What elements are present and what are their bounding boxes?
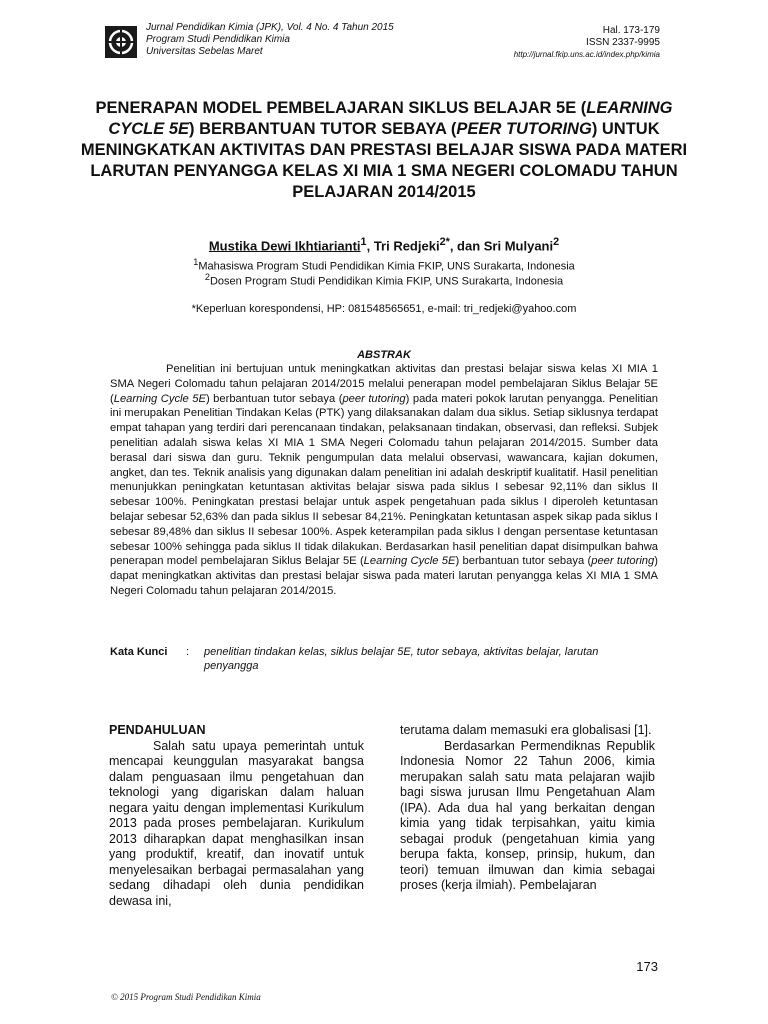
author-list: Mustika Dewi Ikhtiarianti$^1$, Tri Redjeki$^{2*}$, dan Sri Mulyani$^2$: [208, 236, 560, 254]
journal-header: [105, 22, 660, 64]
body-paragraph: Berdasarkan Permendiknas Republik Indonesia Nomor 22 Tahun 2006, kimia merupakan salah satu mata pelajaran wajib bagi siswa jurusan Ilmu Pengetahuan Alam (IPA). Ada dua hal yang berkaitan dengan kimia yang tidak terpisahkan, yaitu kimia sebagai produk (pengetahuan kimia yang berupa fakta, konsep, prinsip, hukum, dan teori) temuan ilmuwan dan kimia sebagai proses (kerja ilmiah). Pembelajaran: [400, 738, 655, 892]
body-column-right: [400, 723, 655, 894]
affiliation: $^2$Dosen Program Studi Pendidikan Kimia FKIP, UNS Surakarta, Indonesia: [204, 272, 564, 288]
journal-url[interactable]: http://jurnal.fkip.uns.ac.id/index.php/kimia: [513, 50, 660, 59]
author-name: Tri Redjeki: [373, 238, 440, 254]
issn: ISSN 2337-9995: [586, 37, 660, 48]
journal-info: [146, 22, 394, 58]
keywords-text: penelitian tindakan kelas, siklus belajar 5E, tutor sebaya, aktivitas belajar, larutan penyangga: [204, 646, 599, 672]
correspondence: *Keperluan korespondensi, HP: 081548565651, e-mail: tri_redjeki@yahoo.com: [191, 303, 577, 315]
keywords-label: Kata Kunci: [110, 646, 168, 658]
page-range: Hal. 173-179: [602, 25, 660, 36]
affiliation: $^1$Mahasiswa Program Studi Pendidikan Kimia FKIP, UNS Surakarta, Indonesia: [193, 257, 575, 273]
body-paragraph: Salah satu upaya pemerintah untuk mencapai keunggulan masyarakat bangsa dalam penguasaan ilmu pengetahuan dan teknologi yang digariskan dalam haluan negara yaitu dengan implementasi Kurikulum 2013 pada proses pembelajaran. Kurikulum 2013 diharapkan dapat menghasilkan insan yang produktif, kreatif, dan inovatif untuk menyelesaikan berbagai permasalahan yang sedang dihadapi oleh dunia pendidikan dewasa ini,: [109, 738, 364, 908]
copyright: © 2015 Program Studi Pendidikan Kimia: [111, 992, 261, 1002]
uns-logo-icon: [105, 26, 137, 58]
journal-name: Jurnal Pendidikan Kimia (JPK), Vol. 4 No. 4 Tahun 2015: [146, 22, 394, 33]
abstract-heading: ABSTRAK: [357, 349, 411, 361]
paper-title: PENERAPAN MODEL PEMBELAJARAN SIKLUS BELAJAR 5E (LEARNING CYCLE 5E) BERBANTUAN TUTOR SEBAYA (PEER TUTORING) UNTUK MENINGKATKAN AKTIVITAS DAN PRESTASI BELAJAR SISWA PADA MATERI LARUTAN PENYANGGA KELAS XI MIA 1 SMA NEGERI COLOMADU TAHUN PELAJARAN 2014/2015: [80, 99, 688, 201]
author-name: Sri Mulyani: [483, 238, 554, 254]
journal-university: Universitas Sebelas Maret: [146, 46, 263, 57]
section-heading: PENDAHULUAN: [109, 723, 206, 737]
abstract-text: Penelitian ini bertujuan untuk meningkatkan aktivitas dan prestasi belajar siswa kelas XI MIA 1 SMA Negeri Colomadu tahun pelajaran 2014/2015 melalui penerapan model pembelajaran Siklus Belajar 5E (Learning Cycle 5E) berbantuan tutor sebaya (peer tutoring) pada materi pokok larutan penyangga. Penelitian ini merupakan Penelitian Tindakan Kelas (PTK) yang dilaksanakan dalam dua siklus. Setiap siklusnya terdapat empat tahapan yang terdiri dari perencanaan tindakan, pelaksanaan tindakan, observasi, dan refleksi. Subjek penelitian adalah siswa kelas XI MIA 1 SMA Negeri Colomadu tahun pelajaran 2014/2015. Sumber data berasal dari siswa dan guru. Teknik pengumpulan data melalui observasi, wawancara, kajian dokumen, angket, dan tes. Teknik analisis yang digunakan dalam penelitian ini adalah deskriptif kualitatif. Hasil penelitian menunjukkan peningkatan ketuntasan aktivitas belajar siswa pada siklus I sebesar 92,11% dan siklus II sebesar 100%. Peningkatan prestasi belajar untuk aspek pengetahuan pada siklus I diperoleh ketuntasan belajar sebesar 52,63% dan pada siklus II sebesar 84,21%. Peningkatan ketuntasan aspek sikap pada siklus I sebesar 89,48% dan siklus II sebesar 100%. Aspek keterampilan pada siklus I dengan persentase ketuntasan sebesar 100% sehingga pada siklus II tidak dilakukan. Berdasarkan hasil penelitian dapat disimpulkan bahwa penerapan model pembelajaran Siklus Belajar 5E (Learning Cycle 5E) berbantuan tutor sebaya (peer tutoring) dapat meningkatkan aktivitas dan prestasi belajar siswa pada materi larutan penyangga kelas XI MIA 1 SMA Negeri Colomadu tahun pelajaran 2014/2015.: [110, 363, 658, 597]
journal-meta: [514, 25, 660, 61]
journal-program: Program Studi Pendidikan Kimia: [146, 34, 290, 45]
author-name: Mustika Dewi Ikhtiarianti: [208, 238, 361, 254]
keywords-separator: :: [186, 646, 190, 658]
body-paragraph: terutama dalam memasuki era globalisasi [1].: [400, 723, 652, 737]
page-number: 173: [636, 959, 658, 974]
body-column-left: [109, 723, 364, 909]
